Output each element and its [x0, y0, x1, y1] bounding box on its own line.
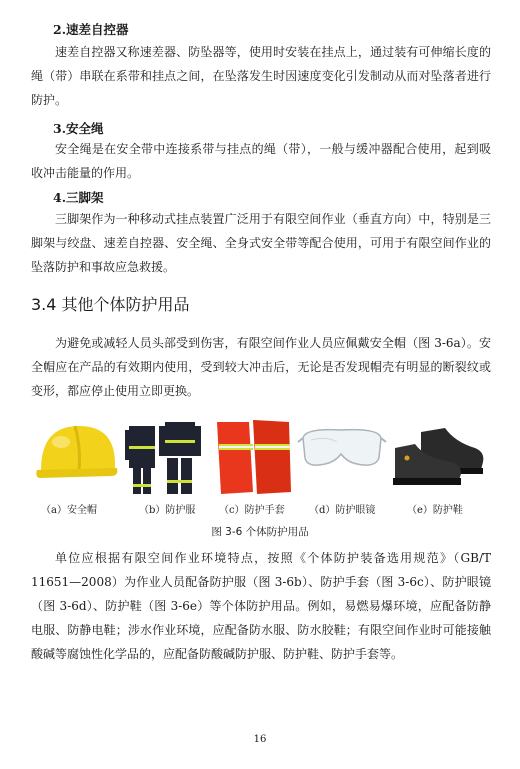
- paragraph-speed-control-device: 速差自控器又称速差器、防坠器等，使用时安装在挂点上，通过装有可伸缩长度的绳（带）串联在系带和挂点之间，在坠落发生时因速度变化引发制动从而对坠落者进行防护。: [31, 45, 491, 107]
- paragraph-helmet: 为避免或减轻人员头部受到伤害，有限空间作业人员应佩戴安全帽（图 3-6a）。安全帽应在产品的有效期内使用，受到较大冲击后，无论是否发现帽壳有明显的断裂纹或变形，都应停止使用立即更换。: [31, 336, 491, 398]
- caption-a: （a）安全帽: [41, 505, 97, 516]
- section-title: 3.4 其他个体防护用品: [31, 295, 190, 314]
- page-number: 16: [253, 734, 267, 745]
- paragraph-ppe-selection: 单位应根据有限空间作业环境特点，按照《个体防护装备选用规范》（GB/T 11651—2008）为作业人员配备防护服（图 3-6b）、防护手套（图 3-6c）、防护眼镜（图 3-6d）、防护鞋（图 3-6e）等个体防护用品。例如，易燃易爆环境，应配备防静电服、防静电鞋；涉水作业环境，应配备防水服、防水胶鞋；有限空间作业时可能接触酸碱等腐蚀性化学品的，应配备防酸碱防护服、防护鞋、防护手套等。: [31, 551, 491, 661]
- heading-tripod: 4.三脚架: [53, 190, 104, 205]
- protective-gloves-image: [211, 418, 297, 496]
- paragraph-safety-rope: 安全绳是在安全带中连接系带与挂点的绳（带），一般与缓冲器配合使用，起到吸收冲击能量的作用。: [31, 142, 491, 180]
- caption-d: （d）防护眼镜: [309, 505, 376, 516]
- heading-safety-rope: 3.安全绳: [53, 121, 104, 136]
- caption-b: （b）防护服: [139, 505, 196, 516]
- protective-suit-image: [125, 418, 201, 496]
- figure-title: 图 3-6 个体防护用品: [211, 526, 309, 538]
- protective-goggles-image: [297, 418, 387, 478]
- caption-c: （c）防护手套: [219, 505, 285, 516]
- safety-helmet-image: [35, 418, 119, 490]
- paragraph-tripod: 三脚架作为一种移动式挂点装置广泛用于有限空间作业（垂直方向）中，特别是三脚架与绞盘、速差自控器、安全绳、全身式安全带等配合使用，可用于有限空间作业的坠落防护和事故应急救援。: [31, 212, 491, 274]
- protective-shoes-image: [391, 418, 487, 490]
- caption-e: （e）防护鞋: [407, 505, 463, 516]
- heading-speed-control-device: 2.速差自控器: [53, 22, 129, 37]
- figure-captions: [31, 501, 491, 515]
- figure-ppe: [31, 418, 491, 496]
